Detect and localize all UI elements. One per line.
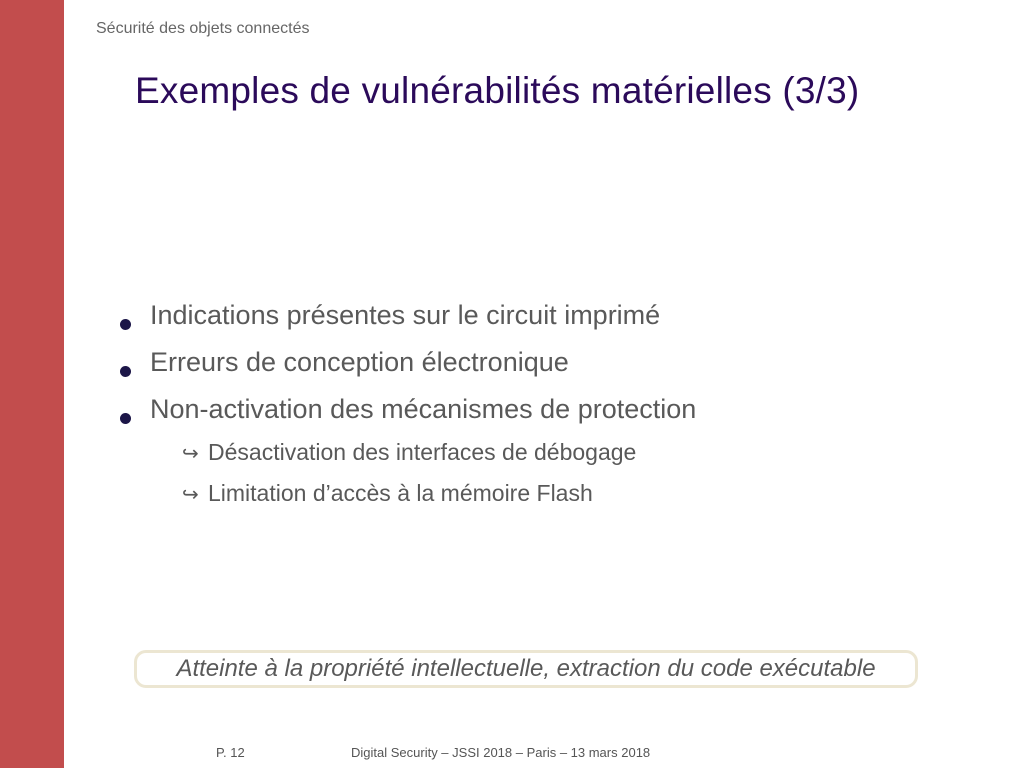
sub-bullet-text: Désactivation des interfaces de débogage: [208, 439, 637, 465]
footer-event: Digital Security – JSSI 2018 – Paris – 13 mars 2018: [351, 745, 651, 760]
callout-text: Atteinte à la propriété intellectuelle, extraction du code exécutable: [176, 655, 876, 682]
bullet-item: [115, 339, 696, 386]
bullet-list: [115, 292, 696, 433]
sub-bullet-item: [182, 473, 636, 514]
page-number: P. 12: [216, 745, 245, 760]
sub-bullet-item: [182, 432, 636, 473]
bullet-dot-icon: [120, 413, 131, 424]
bullet-item: [115, 386, 696, 433]
bullet-item: [115, 292, 696, 339]
bullet-text: Erreurs de conception électronique: [150, 347, 569, 377]
bullet-text: Indications présentes sur le circuit imprimé: [150, 300, 661, 330]
slide-title: Exemples de vulnérabilités matérielles (3/3): [135, 70, 860, 111]
bullet-text: Non-activation des mécanismes de protection: [150, 394, 697, 424]
return-arrow-icon: ↪: [182, 440, 199, 465]
return-arrow-icon: ↪: [182, 481, 199, 506]
callout-box: [134, 650, 918, 688]
bullet-dot-icon: [120, 319, 131, 330]
side-accent-bar: [0, 0, 64, 768]
section-label: Sécurité des objets connectés: [96, 20, 310, 37]
sub-bullet-list: [182, 432, 636, 514]
sub-bullet-text: Limitation d’accès à la mémoire Flash: [208, 480, 593, 506]
bullet-dot-icon: [120, 366, 131, 377]
